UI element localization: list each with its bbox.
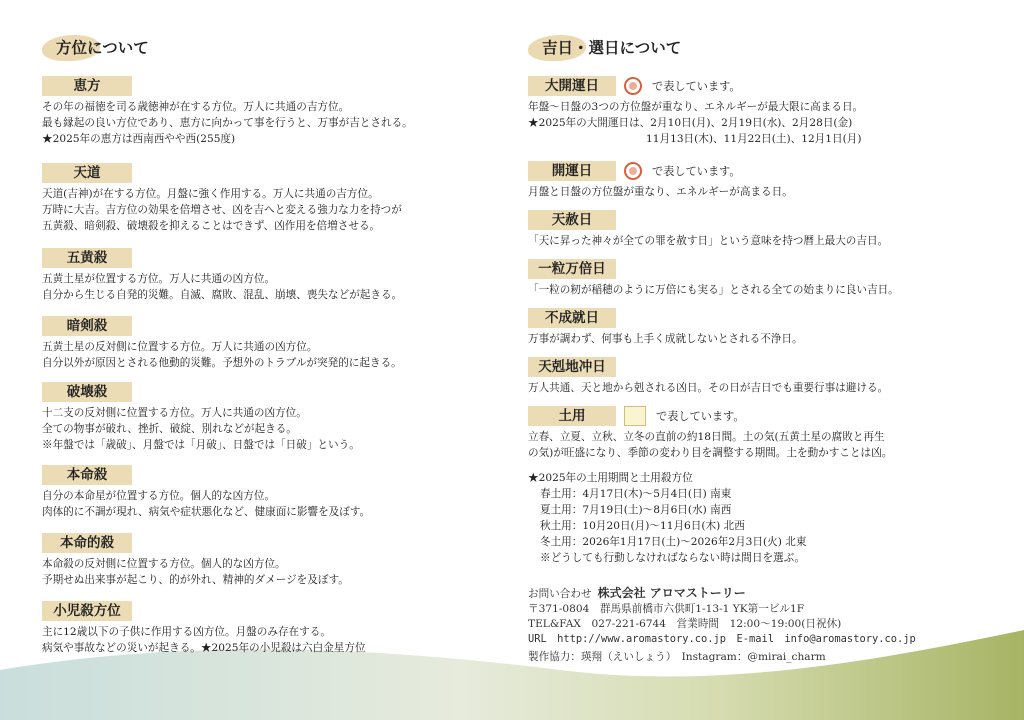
item-text: 五黄土星が位置する方位。万人に共通の凶方位。 自分から生じる自発的災難。自滅、腐敗、混乱、崩壊、喪失などが起きる。 — [42, 272, 403, 301]
company-name: 株式会社 アロマストーリー — [597, 586, 746, 600]
item-label: 破壊殺 — [42, 382, 132, 402]
item-label: 大開運日 — [528, 76, 616, 96]
item-doyo — [528, 405, 998, 461]
item-text: 天道(吉神)が在する方位。月盤に強く作用する。万人に共通の吉方位。 万時に大吉。吉方位の効果を倍増させ、凶を吉へと変える強力な力を持つが 五黄殺、暗剣殺、破壊殺を抑えることはできず、凶作用を倍増させる。 — [42, 187, 402, 232]
item-label: 本命的殺 — [42, 533, 132, 553]
item-tendo — [42, 162, 502, 234]
item-text: 本命殺の反対側に位置する方位。個人的な凶方位。 予期せぬ出来事が起こり、的が外れ、精神的ダメージを及ぼす。 — [42, 557, 349, 586]
item-label: 恵方 — [42, 76, 132, 96]
item-kaiunbi — [528, 160, 998, 200]
lucky-circle-icon — [624, 162, 642, 180]
item-label: 五黄殺 — [42, 248, 132, 268]
doyo-square-icon — [624, 406, 646, 426]
item-fujojubi — [528, 307, 998, 347]
item-label: 暗剣殺 — [42, 316, 132, 336]
url-email[interactable]: URL http://www.aromastory.co.jp E-mail info@aromastory.co.jp — [528, 633, 916, 645]
lucky-days-section-title: 吉日・選日について — [528, 34, 681, 62]
item-text: 「一粒の籾が稲穂のように万倍にも実る」とされる全ての始まりに良い吉日。 — [528, 283, 899, 296]
item-eho — [42, 75, 502, 147]
item-text: 五黄土星の反対側に位置する方位。万人に共通の凶方位。 自分以外が原因とされる他動的災難。予想外のトラブルが突発的に起きる。 — [42, 340, 402, 369]
item-text: 主に12歳以下の子供に作用する凶方位。月盤のみ存在する。 病気や事故などの災いが起きる。★2025年の小児殺は六白金星方位 — [42, 625, 366, 654]
direction-section-title: 方位について — [42, 34, 149, 62]
item-ichiryumanbaibi — [528, 258, 998, 298]
item-label: 不成就日 — [528, 308, 616, 328]
item-label: 一粒万倍日 — [528, 259, 616, 279]
phone-hours: TEL&FAX 027-221-6744 営業時間 12:00〜19:00(日祝休) — [528, 618, 842, 630]
item-text: 自分の本命星が位置する方位。個人的な凶方位。 肉体的に不調が現れ、病気や症状悪化など、健康面に影響を及ぼす。 — [42, 489, 371, 518]
item-label: 天剋地冲日 — [528, 357, 616, 377]
legend-note: で表しています。 — [656, 409, 745, 423]
item-text: 月盤と日盤の方位盤が重なり、エネルギーが高まる日。 — [528, 185, 793, 198]
contact-block — [528, 586, 916, 665]
item-shonisatsu — [42, 600, 502, 656]
legend-note: で表しています。 — [652, 164, 741, 178]
item-gooosatsu — [42, 247, 502, 303]
item-hakaisatsu — [42, 381, 502, 453]
item-tenshabi — [528, 209, 998, 249]
item-text: 立春、立夏、立秋、立冬の直前の約18日間。土の気(五黄土星の腐敗と再生 の気)が旺盛になり、季節の変わり目を調整する期間。土を動かすことは凶。 — [528, 430, 893, 459]
item-label: 開運日 — [528, 161, 616, 181]
item-label: 天赦日 — [528, 210, 616, 230]
item-text: 万事が調わず、何事も上手く成就しないとされる不浄日。 — [528, 332, 803, 345]
inquiry-label: お問い合わせ — [528, 588, 592, 600]
item-label: 本命殺 — [42, 465, 132, 485]
address: 〒371-0804 群馬県前橋市六供町1-13-1 YK第一ビル1F — [528, 603, 805, 615]
item-honmeitekisatsu — [42, 532, 502, 588]
item-label: 土用 — [528, 406, 616, 426]
credit-line: 製作協力：瑛翔（えいしょう） Instagram：@mirai_charm — [528, 651, 826, 663]
item-ankensatsu — [42, 315, 502, 371]
lucky-circle-icon — [624, 77, 642, 95]
item-text: 十二支の反対側に位置する方位。万人に共通の凶方位。 全ての物事が破れ、挫折、破綻、別れなどが起きる。 ※年盤では「歳破」、月盤では「月破」、日盤では「日破」という。 — [42, 406, 360, 451]
item-text: ★2025年の土用期間と土用殺方位 春土用：4月17日(木)〜5月4日(日) 南東 夏土用：7月19日(土)〜8月6日(水) 南西 秋土用：10月20日(月)〜11月6日(木) 北西 冬土用：2026年1月17日(土)〜2026年2月3日(火) 北東 ※どうしても行動しなければならない時は間日を選ぶ。 — [528, 472, 807, 564]
item-text: 「天に昇った神々が全ての罪を赦す日」という意味を持つ暦上最大の吉日。 — [528, 234, 889, 247]
item-text: 年盤〜日盤の3つの方位盤が重なり、エネルギーが最大限に高まる日。 ★2025年の大開運日は、2月10日(月)、2月19日(水)、2月28日(金) 11月13日(木)、11月22日(土)、12月1日(月) — [528, 100, 864, 145]
item-daikaiunbi — [528, 75, 998, 147]
item-text: 万人共通、天と地から剋される凶日。その日が吉日でも重要行事は避ける。 — [528, 381, 889, 394]
item-honmeisatsu — [42, 464, 502, 520]
doyo-period-list — [528, 467, 998, 566]
item-text: その年の福徳を司る歳徳神が在する方位。万人に共通の吉方位。 最も縁起の良い方位であり、恵方に向かって事を行うと、万事が吉とされる。 ★2025年の恵方は西南西やや西(255度) — [42, 100, 413, 145]
item-label: 天道 — [42, 163, 132, 183]
legend-note: で表しています。 — [652, 79, 741, 93]
item-label: 小児殺方位 — [42, 601, 132, 621]
item-tenkokuchichubi — [528, 356, 998, 396]
